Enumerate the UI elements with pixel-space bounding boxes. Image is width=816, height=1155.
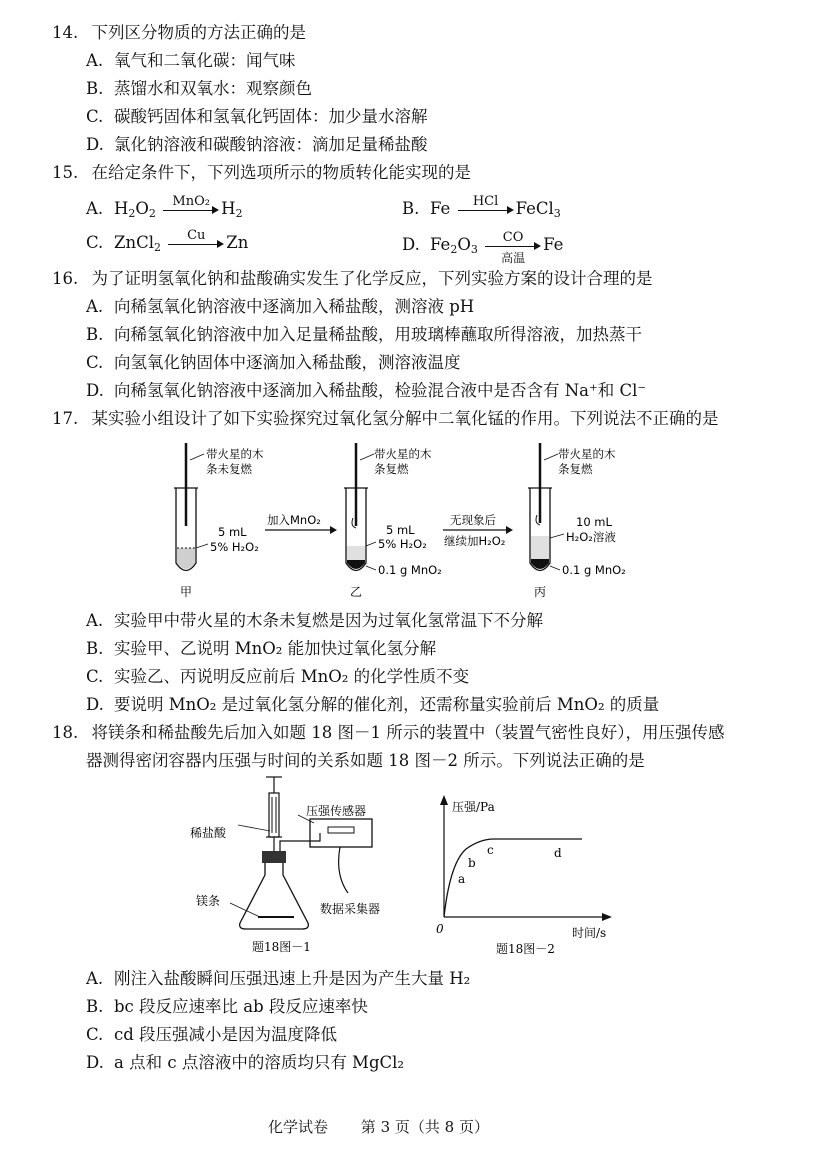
q15-option-d: D. $Fe_2O_3$ CO 高温 Fe: [402, 229, 564, 265]
reaction-arrow: HCl: [458, 199, 514, 221]
q16-option-d: D. 向稀氢氧化钠溶液中逐滴加入稀盐酸，检验混合液中是否含有 Na⁺和 Cl⁻: [86, 381, 647, 400]
q18-stem-line1: [52, 722, 724, 744]
q15-text: 在给定条件下，下列选项所示的物质转化能实现的是: [91, 163, 471, 182]
tube3-solution: H₂O₂溶液: [566, 530, 616, 544]
tube3-label-line1: 带火星的木: [558, 447, 616, 461]
q18-text-2: 器测得密闭容器内压强与时间的关系如题 18 图－2 所示。下列说法正确的是: [86, 751, 645, 770]
tube3-volume: 10 mL: [576, 515, 612, 529]
q15-option-a: A. $H_2O_2$ MnO₂ $H_2$: [86, 193, 243, 220]
axis-x-label: 时间/s: [572, 926, 607, 940]
arrow2-label-bottom: 继续加H₂O₂: [444, 534, 506, 548]
q14-stem: [52, 22, 306, 44]
tube1-name: 甲: [180, 585, 193, 599]
q18-option-c: C. cd 段压强减小是因为温度降低: [86, 1025, 338, 1044]
q18-option-a: A. 刚注入盐酸瞬间压强迅速上升是因为产生大量 H₂: [86, 969, 471, 988]
point-b: b: [468, 856, 476, 870]
q14-number: 14.: [52, 23, 79, 42]
q14-option-b: B. 蒸馏水和双氧水：观察颜色: [86, 79, 312, 98]
q14-option-c: C. 碳酸钙固体和氢氧化钙固体：加少量水溶解: [86, 107, 428, 126]
tube2-label-line2: 条复燃: [374, 462, 409, 476]
q18-figure2-graph: [432, 793, 622, 958]
figure2-caption: 题18图－2: [496, 942, 555, 956]
label-collector: 数据采集器: [320, 902, 381, 916]
figure1-caption: 题18图－1: [252, 940, 311, 954]
q17-text: 某实验小组设计了如下实验探究过氧化氢分解中二氧化锰的作用。下列说法不正确的是: [91, 409, 719, 428]
q17-number: 17.: [52, 409, 79, 428]
q15-option-c: C. ZnCl$_2$ Cu Zn: [86, 227, 249, 254]
tube3-label-line2: 条复燃: [558, 462, 593, 476]
q14-text: 下列区分物质的方法正确的是: [91, 23, 306, 42]
test-tube-jia: [174, 443, 208, 571]
q17-option-a: A. 实验甲中带火星的木条未复燃是因为过氧化氢常温下不分解: [86, 611, 543, 630]
tube3-name: 丙: [534, 585, 547, 599]
tube2-volume: 5 mL: [386, 523, 415, 537]
tube2-label-line1: 带火星的木: [374, 447, 432, 461]
point-d: d: [554, 846, 562, 860]
q18-option-d: D. a 点和 c 点溶液中的溶质均只有 MgCl₂: [86, 1053, 405, 1072]
reaction-arrow: Cu: [168, 233, 224, 255]
q17-option-c: C. 实验乙、丙说明反应前后 MnO₂ 的化学性质不变: [86, 667, 470, 686]
test-tube-yi: [344, 443, 376, 571]
q16-option-b: B. 向稀氢氧化钠溶液中加入足量稀盐酸，用玻璃棒蘸取所得溶液，加热蒸干: [86, 325, 642, 344]
tube1-label-line2: 条未复燃: [206, 462, 252, 476]
reaction-arrow: MnO₂: [163, 199, 219, 221]
tube1-volume: 5 mL: [218, 525, 247, 539]
q16-stem: [52, 268, 653, 290]
q16-number: 16.: [52, 269, 79, 288]
q17-option-d: D. 要说明 MnO₂ 是过氧化氢分解的催化剂，还需称量实验前后 MnO₂ 的质量: [86, 695, 660, 714]
tube2-solution: 5% H₂O₂: [378, 537, 427, 551]
label-sensor: 压强传感器: [306, 804, 367, 818]
footer-page: 第 3 页（共 8 页）: [360, 1118, 489, 1136]
tube3-mno2: 0.1 g MnO₂: [562, 563, 626, 577]
q18-number: 18.: [52, 723, 79, 742]
tube1-label-line1: 带火星的木: [206, 447, 264, 461]
reaction-arrow: CO 高温: [485, 235, 541, 257]
tube2-name: 乙: [350, 585, 363, 599]
q16-option-c: C. 向氢氧化钠固体中逐滴加入稀盐酸，测溶液温度: [86, 353, 461, 372]
arrow2-label-top: 无现象后: [450, 513, 496, 527]
q14-option-a: A. 氧气和二氧化碳：闻气味: [86, 51, 296, 70]
q15-stem: [52, 162, 471, 184]
arrow1-label: 加入MnO₂: [267, 513, 321, 527]
q17-experiment-figure: [160, 438, 660, 608]
origin-label: 0: [436, 922, 444, 936]
label-magnesium: 镁条: [196, 894, 221, 908]
q15-option-b: B. Fe HCl FeCl$_3$: [402, 193, 561, 220]
footer-subject: 化学试卷: [268, 1118, 329, 1136]
q18-text-1: 将镁条和稀盐酸先后加入如题 18 图－1 所示的装置中（装置气密性良好），用压强传感: [91, 723, 725, 742]
point-a: a: [458, 872, 466, 886]
tube1-solution: 5% H₂O₂: [210, 540, 259, 554]
q18-option-b: B. bc 段反应速率比 ab 段反应速率快: [86, 997, 368, 1016]
q15-number: 15.: [52, 163, 79, 182]
q17-option-b: B. 实验甲、乙说明 MnO₂ 能加快过氧化氢分解: [86, 639, 437, 658]
q18-figure1-apparatus: [190, 775, 410, 955]
q16-text: 为了证明氢氧化钠和盐酸确实发生了化学反应，下列实验方案的设计合理的是: [91, 269, 653, 288]
tube2-mno2: 0.1 g MnO₂: [378, 563, 442, 577]
point-c: c: [487, 843, 494, 857]
axis-y-label: 压强/Pa: [452, 800, 495, 814]
page-footer: [268, 1117, 489, 1137]
q17-stem: [52, 408, 719, 430]
q16-option-a: A. 向稀氢氧化钠溶液中逐滴加入稀盐酸，测溶液 pH: [86, 297, 475, 316]
q14-option-d: D. 氯化钠溶液和碳酸钠溶液：滴加足量稀盐酸: [86, 135, 428, 154]
q18-stem-line2: [86, 750, 645, 772]
label-acid: 稀盐酸: [190, 826, 227, 840]
